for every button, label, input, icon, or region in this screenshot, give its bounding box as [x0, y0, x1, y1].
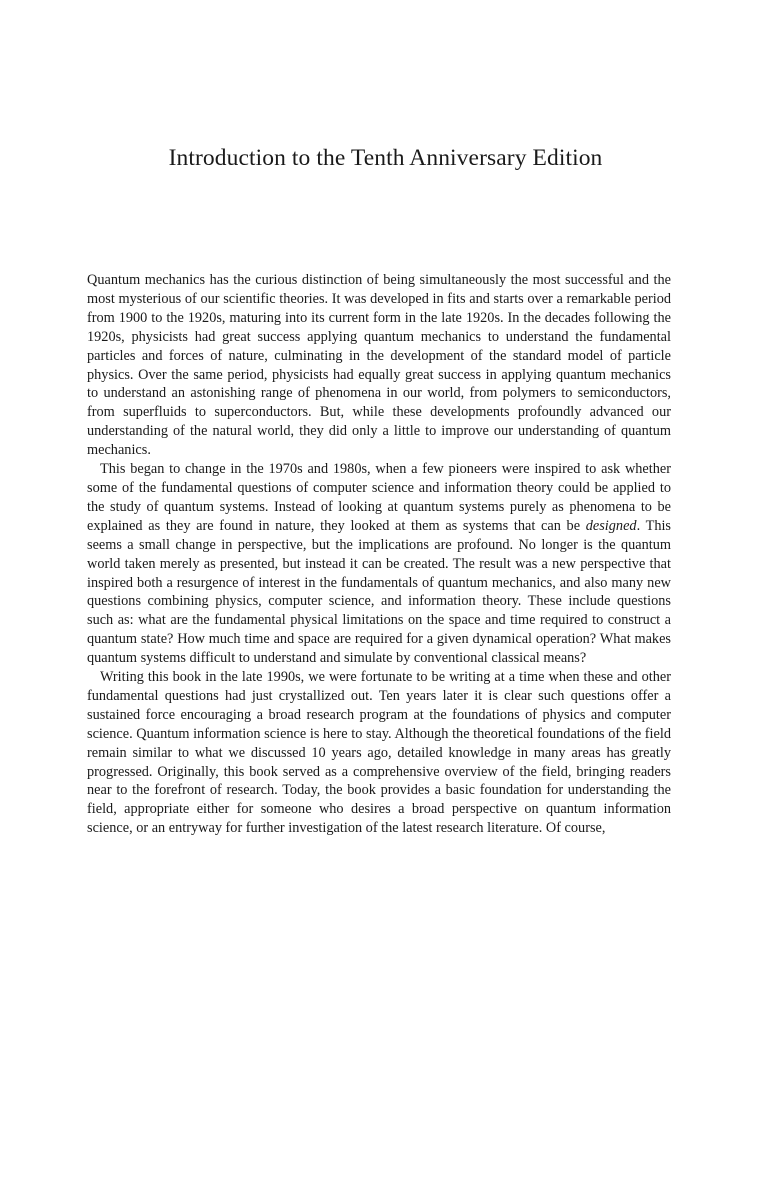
chapter-title: Introduction to the Tenth Anniversary Edition [168, 145, 603, 171]
paragraph-2 [87, 460, 671, 668]
paragraph-2-emphasis: designed [585, 517, 637, 534]
body-text [87, 271, 671, 838]
paragraph-1: Quantum mechanics has the curious distinction of being simultaneously the most successful and the most mysterious of our scientific theories. It was developed in fits and starts over a remarkable period from 1900 to the 1920s, maturing into its current form in the late 1920s. In the decades following the 1920s, physicists had great success applying quantum mechanics to understand the fundamental particles and forces of nature, culminating in the development of the standard model of particle physics. Over the same period, physicists had equally great success in applying quantum mechanics to understand an astonishing range of phenomena in our world, from polymers to semiconductors, from superfluids to superconductors. But, while these developments profoundly advanced our understanding of the natural world, they did only a little to improve our understanding of quantum mechanics. [87, 272, 671, 459]
paragraph-3: Writing this book in the late 1990s, we were fortunate to be writing at a time when these and other fundamental questions had just crystallized out. Ten years later it is clear such questions offer a sustained force encouraging a broad research program at the foundations of physics and computer science. Quantum information science is here to stay. Although the theoretical foundations of the field remain similar to what we discussed 10 years ago, detailed knowledge in many areas has greatly progressed. Originally, this book served as a comprehensive overview of the field, bringing readers near to the forefront of research. Today, the book provides a basic foundation for understanding the field, appropriate either for someone who desires a broad perspective on quantum information science, or an entryway for further investigation of the latest research literature. Of course, [87, 669, 671, 837]
paragraph-2-text-after: . This seems a small change in perspective, but the implications are profound. No longer is the quantum world taken merely as presented, but instead it can be created. The result was a new perspective that inspired both a resurgence of interest in the fundamentals of quantum mechanics, and also many new questions combining physics, computer science, and information theory. These include questions such as: what are the fundamental physical limitations on the space and time required to construct a quantum state? How much time and space are required for a given dynamical operation? What makes quantum systems difficult to understand and simulate by conventional classical means? [87, 517, 672, 667]
paragraph-2-text-before: This began to change in the 1970s and 1980s, when a few pioneers were inspired to ask whether some of the fundamental questions of computer science and information theory could be applied to the study of quantum systems. Instead of looking at quantum systems purely as phenomena to be explained as they are found in nature, they looked at them as systems that can be [87, 461, 671, 534]
